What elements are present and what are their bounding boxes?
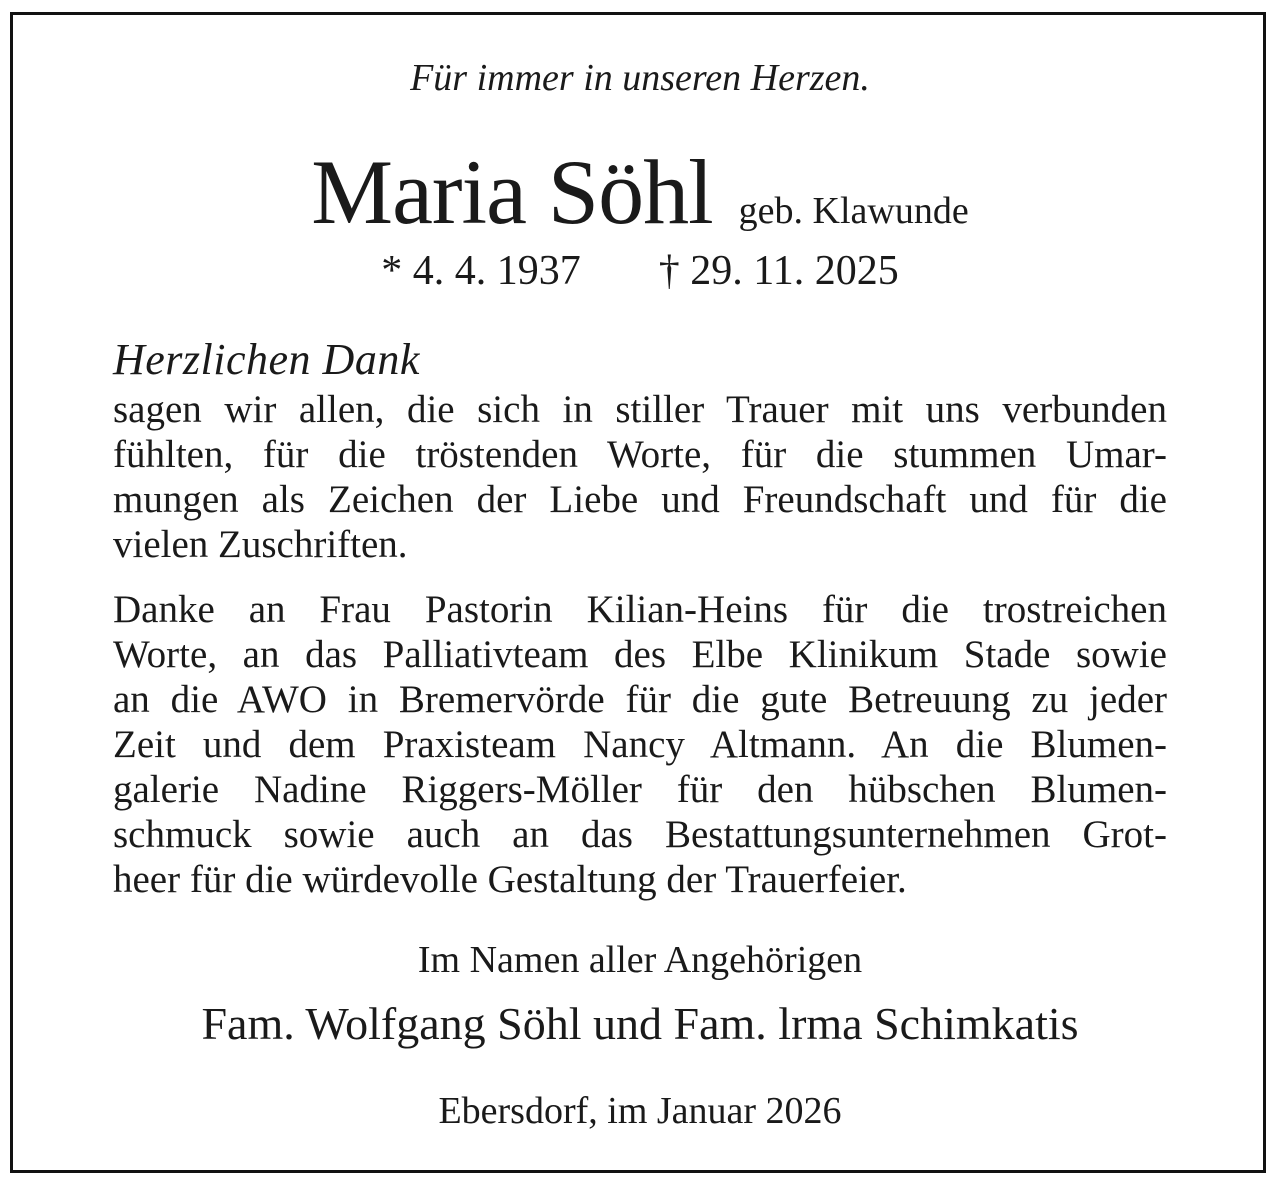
thanks-heading: Herzlichen Dank [113, 335, 420, 384]
birth-date: * 4. 4. 1937 [381, 248, 581, 294]
paragraph-line: Danke an Frau Pastorin Kilian-Heins für die trostreichen [113, 588, 1167, 631]
paragraph-line: mungen als Zeichen der Liebe und Freundschaft und für die [113, 478, 1167, 521]
paragraph-line: sagen wir allen, die sich in stiller Trauer mit uns verbunden [113, 388, 1167, 431]
name-line [0, 142, 1280, 252]
death-date: † 29. 11. 2025 [658, 248, 899, 294]
paragraph-line: heer für die würdevolle Gestaltung der Trauerfeier. [113, 858, 907, 901]
maiden-name: geb. Klawunde [738, 190, 969, 232]
paragraph-line: schmuck sowie auch an das Bestattungsunternehmen Grot- [113, 813, 1167, 856]
acknowledgements-paragraph [113, 587, 1167, 902]
motto: Für immer in unseren Herzen. [410, 57, 870, 99]
family-names: Fam. Wolfgang Söhl und Fam. lrma Schimkatis [201, 998, 1079, 1049]
paragraph-line: fühlten, für die tröstenden Worte, für die stummen Umar- [113, 433, 1167, 476]
paragraph-line: Zeit und dem Praxisteam Nancy Altmann. An die Blumen- [113, 723, 1167, 766]
place-date: Ebersdorf, im Januar 2026 [438, 1090, 842, 1132]
paragraph-line: vielen Zuschriften. [113, 523, 408, 566]
paragraph-line: an die AWO in Bremervörde für die gute Betreuung zu jeder [113, 678, 1167, 721]
deceased-name: Maria Söhl [311, 141, 713, 243]
signoff: Im Namen aller Angehörigen [417, 939, 863, 981]
life-dates [0, 246, 1280, 296]
paragraph-line: galerie Nadine Riggers-Möller für den hübschen Blumen- [113, 768, 1167, 811]
thanks-paragraph [113, 387, 1167, 567]
paragraph-line: Worte, an das Palliativteam des Elbe Klinikum Stade sowie [113, 633, 1167, 676]
